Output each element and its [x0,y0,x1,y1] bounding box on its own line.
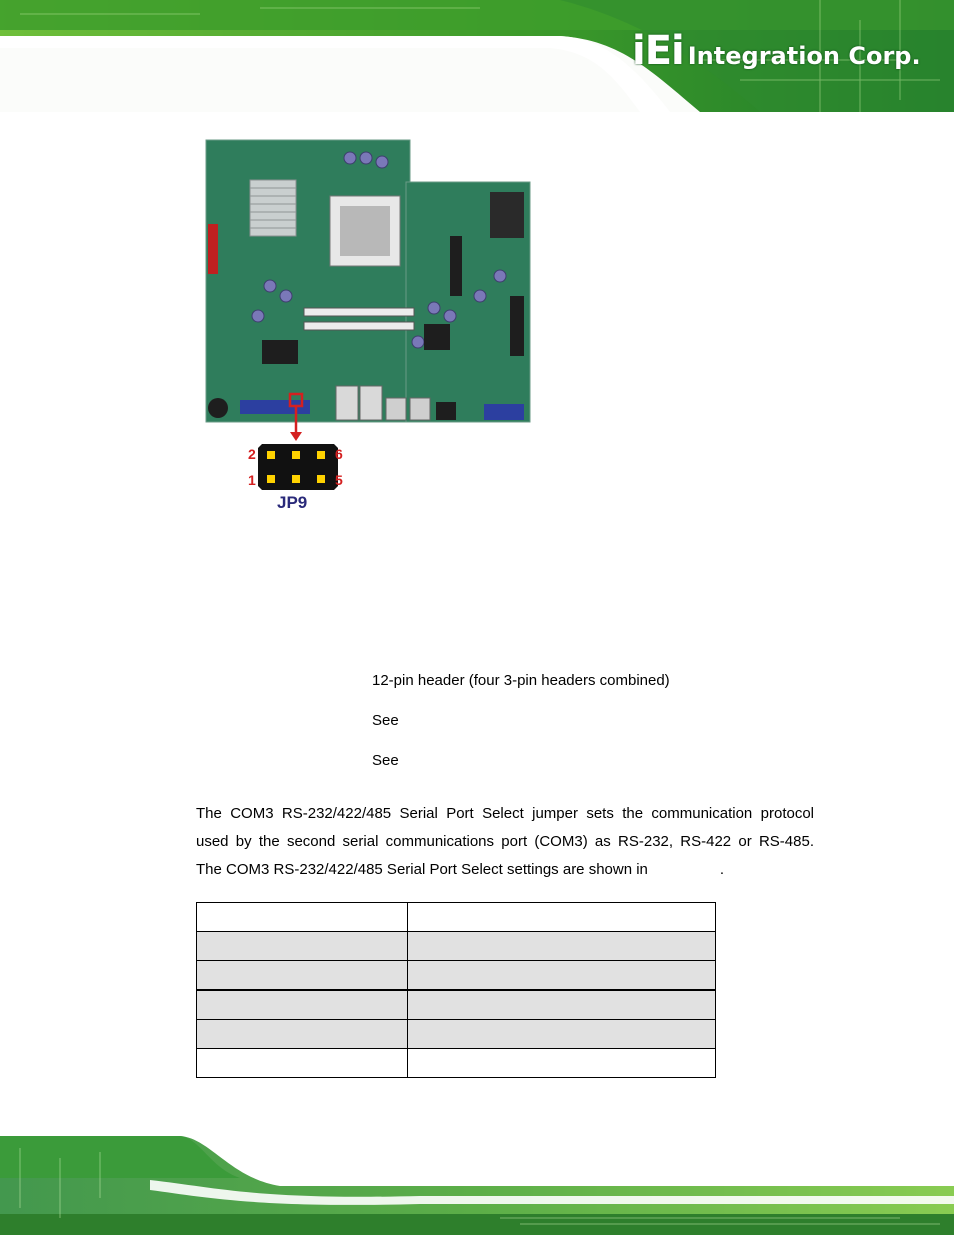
logo-text: Integration Corp. [687,42,921,70]
pin-label-2: 2 [248,446,256,462]
description-line: The COM3 RS-232/422/485 Serial Port Select jumper sets the communication protocol [196,805,814,822]
table-cell [408,990,716,1020]
table-row [197,932,716,961]
pin-label-1: 1 [248,472,256,488]
description-line-text: The COM3 RS-232/422/485 Serial Port Select settings are shown in [196,861,648,878]
table-cell [408,961,716,991]
motherboard-image [206,140,530,422]
table-cell [197,1049,408,1078]
jumper-settings-value: See [372,712,399,729]
logo-mark: iEi [632,28,684,74]
table-row [197,903,716,932]
table-row [197,961,716,991]
table-cell [408,1049,716,1078]
company-logo [632,28,921,74]
table-row [197,990,716,1020]
pin-label-5: 5 [335,472,343,488]
table-row [197,1049,716,1078]
description-line: used by the second serial communications port (COM3) as RS-232, RS-422 or RS-485. [196,833,814,850]
table-cell [197,961,408,991]
table-cell [408,932,716,961]
description-line [196,856,814,884]
table-cell [197,903,408,932]
table-cell [197,1020,408,1049]
jumper-type-value: 12-pin header (four 3-pin headers combined) [372,672,670,689]
table-cell [197,990,408,1020]
description-paragraph [196,800,814,884]
table-cell [408,1020,716,1049]
jumper-location-value: See [372,752,399,769]
settings-table [196,902,716,1078]
description-end-punctuation: . [719,861,725,878]
table-cell [197,932,408,961]
table-cell [408,903,716,932]
jumper-label: JP9 [277,493,308,512]
jp9-jumper-diagram [258,444,338,490]
pin-label-6: 6 [335,446,343,462]
table-row [197,1020,716,1049]
footer-banner [0,1128,954,1235]
